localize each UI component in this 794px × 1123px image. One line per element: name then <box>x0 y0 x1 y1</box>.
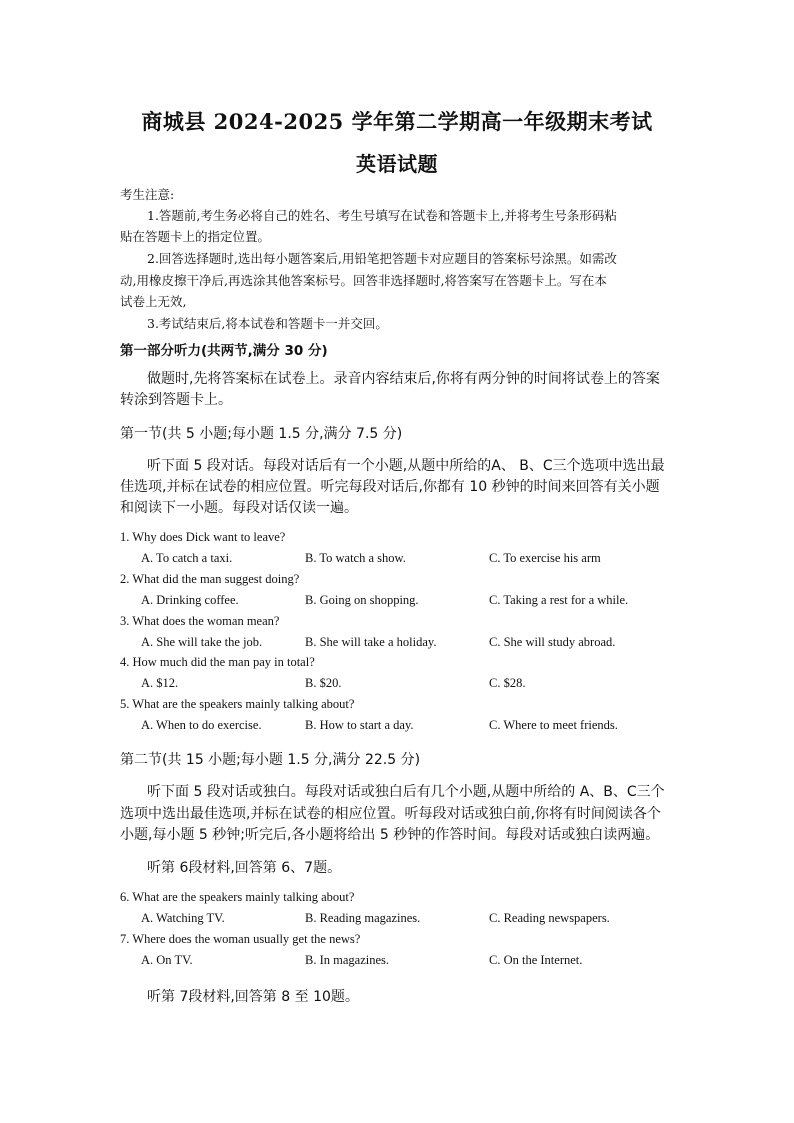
option-b: B. To watch a show. <box>305 551 406 565</box>
option-c: C. $28. <box>489 676 526 690</box>
notice-line: 试卷上无效, <box>120 294 187 309</box>
section1-intro-line: 和阅读下一小题。每段对话仅读一遍。 <box>120 500 358 516</box>
notice-line: 动,用橡皮擦干净后,再选涂其他答案标号。回答非选择题时,将答案写在答题卡上。写在本 <box>120 273 607 288</box>
option-c: C. She will study abroad. <box>489 635 616 649</box>
section2-intro-line: 听下面 5 段对话或独白。每段对话或独白后有几个小题,从题中所给的 A、B、C三个 <box>147 784 665 800</box>
question-3: 3. What does the woman mean? <box>120 614 280 628</box>
part1-heading: 第一部分听力(共两节,满分 30 分) <box>120 343 328 359</box>
section2-heading: 第二节(共 15 小题;每小题 1.5 分,满分 22.5 分) <box>120 752 421 768</box>
option-b: B. Reading magazines. <box>305 911 421 925</box>
page-title: 商城县 2024-2025 学年第二学期高一年级期末考试 <box>141 109 653 134</box>
question-1: 1. Why does Dick want to leave? <box>120 530 286 544</box>
question-6: 6. What are the speakers mainly talking about? <box>120 890 355 904</box>
notice-line: 1.答题前,考生务必将自己的姓名、考生号填写在试卷和答题卡上,并将考生号条形码粘 <box>147 208 617 223</box>
material-6-instruction: 听第 6段材料,回答第 6、7题。 <box>147 860 342 876</box>
section1-intro-line: 佳选项,并标在试卷的相应位置。听完每段对话后,你都有 10 秒钟的时间来回答有关小题 <box>120 479 660 495</box>
option-b: B. $20. <box>305 676 342 690</box>
option-a: A. When to do exercise. <box>141 718 262 732</box>
notice-heading: 考生注意: <box>120 187 175 202</box>
notice-line: 3.考试结束后,将本试卷和答题卡一并交回。 <box>147 316 388 331</box>
question-5: 5. What are the speakers mainly talking about? <box>120 697 355 711</box>
option-c: C. Taking a rest for a while. <box>489 593 629 607</box>
option-b: B. In magazines. <box>305 953 390 967</box>
part1-intro-line: 转涂到答题卡上。 <box>120 392 232 408</box>
option-a: A. Drinking coffee. <box>141 593 239 607</box>
notice-line: 2.回答选择题时,选出每小题答案后,用铅笔把答题卡对应题目的答案标号涂黑。如需改 <box>147 251 617 266</box>
section2-intro-line: 选项中选出最佳选项,并标在试卷的相应位置。听每段对话或独白前,你将有时间阅读各个 <box>120 806 661 822</box>
question-4: 4. How much did the man pay in total? <box>120 655 315 669</box>
option-a: A. To catch a taxi. <box>141 551 233 565</box>
option-b: B. Going on shopping. <box>305 593 419 607</box>
question-7: 7. Where does the woman usually get the news? <box>120 932 361 946</box>
option-a: A. Watching TV. <box>141 911 225 925</box>
option-a: A. $12. <box>141 676 179 690</box>
material-7-instruction: 听第 7段材料,回答第 8 至 10题。 <box>147 989 359 1005</box>
option-b: B. How to start a day. <box>305 718 414 732</box>
section1-intro-line: 听下面 5 段对话。每段对话后有一个小题,从题中所给的A、 B、C三个选项中选出最 <box>147 458 665 474</box>
notice-line: 贴在答题卡上的指定位置。 <box>120 229 271 244</box>
option-a: A. On TV. <box>141 953 193 967</box>
page-subtitle: 英语试题 <box>356 152 438 176</box>
option-c: C. On the Internet. <box>489 953 583 967</box>
question-2: 2. What did the man suggest doing? <box>120 572 300 586</box>
section2-intro-line: 小题,每小题 5 秒钟;听完后,各小题将给出 5 秒钟的作答时间。每段对话或独白读两遍。 <box>120 827 660 843</box>
section1-heading: 第一节(共 5 小题;每小题 1.5 分,满分 7.5 分) <box>120 426 403 442</box>
option-c: C. To exercise his arm <box>489 551 601 565</box>
option-c: C. Reading newspapers. <box>489 911 610 925</box>
option-b: B. She will take a holiday. <box>305 635 437 649</box>
option-c: C. Where to meet friends. <box>489 718 618 732</box>
option-a: A. She will take the job. <box>141 635 263 649</box>
part1-intro-line: 做题时,先将答案标在试卷上。录音内容结束后,你将有两分钟的时间将试卷上的答案 <box>147 371 660 387</box>
